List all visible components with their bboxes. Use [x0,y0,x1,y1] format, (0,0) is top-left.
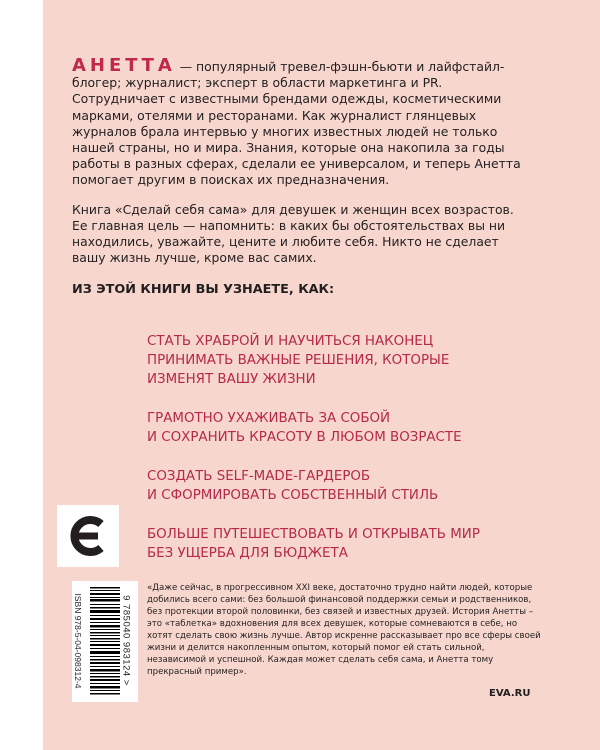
benefit-item: ГРАМОТНО УХАЖИВАТЬ ЗА СОБОЙ И СОХРАНИТЬ КРАСОТУ В ЛЮБОМ ВОЗРАСТЕ [147,411,462,445]
section-title: ИЗ ЭТОЙ КНИГИ ВЫ УЗНАЕТЕ, КАК: [72,282,335,297]
review-quote: «Даже сейчас, в прогрессивном XXI веке, достаточно трудно найти людей, которые добились всего сами: без большой финансовой поддержки семьи и родственников, без протекции второй половинки, без связей и известных друзей. История Анетты – это «таблетка» вдохновения для всех девушек, которые сомневаются в себе, но хотят сделать свою жизнь лучше. Автор искренне рассказывает про все сферы своей жизни и делится накопленным опытом, который помог ей стать сильной, независимой и успешной. Каждая может сделать себя сама, и Анетта тому прекрасный пример». [147,583,541,677]
isbn-barcode [72,581,138,702]
website-label: EVA.RU [489,688,531,699]
benefit-item: СТАТЬ ХРАБРОЙ И НАУЧИТЬСЯ НАКОНЕЦ ПРИНИМАТЬ ВАЖНЫЕ РЕШЕНИЯ, КОТОРЫЕ ИЗМЕНЯТ ВАШУ ЖИЗНИ [147,334,450,387]
benefit-item: БОЛЬШЕ ПУТЕШЕСТВОВАТЬ И ОТКРЫВАТЬ МИР БЕЗ УЩЕРБА ДЛЯ БЮДЖЕТА [147,527,480,561]
benefits-list [147,332,577,583]
benefit-item: СОЗДАТЬ SELF-MADE-ГАРДЕРОБ И СФОРМИРОВАТЬ СОБСТВЕННЫЙ СТИЛЬ [147,469,439,503]
eksmo-logo-icon [65,513,111,559]
back-cover [43,0,600,750]
isbn-label: ISBN 978-5-04-098312-4 [73,593,83,689]
book-description: Книга «Сделай себя сама» для девушек и женщин всех возрастов. Ее главная цель — напомнить: в каких бы обстоятельствах вы ни находились, уважайте, цените и любите себя. Никто не сделает вашу жизнь лучше, кроме вас самих. [72,201,514,266]
author-name: АНЕТТА [72,55,176,76]
barcode-digits: 9 785040 983124 > [120,595,132,686]
barcode-bars [90,585,120,697]
author-intro [72,55,522,279]
author-bio-text: — популярный тревел-фэшн-бьюти и лайфстайл-блогер; журналист; эксперт в области маркетинга и PR. Сотрудничает с известными брендами одежды, косметическими марками, отелями и ресторанами. Как журналист глянцевых журналов брала интервью у многих известных людей не только нашей страны, но и мира. Знания, которые она накопила за годы работы в разных сферах, сделали ее универсалом, и теперь Анетта помогает другим в поисках их предназначения. [72,59,521,188]
author-bio [72,55,522,189]
publisher-logo [57,505,119,567]
